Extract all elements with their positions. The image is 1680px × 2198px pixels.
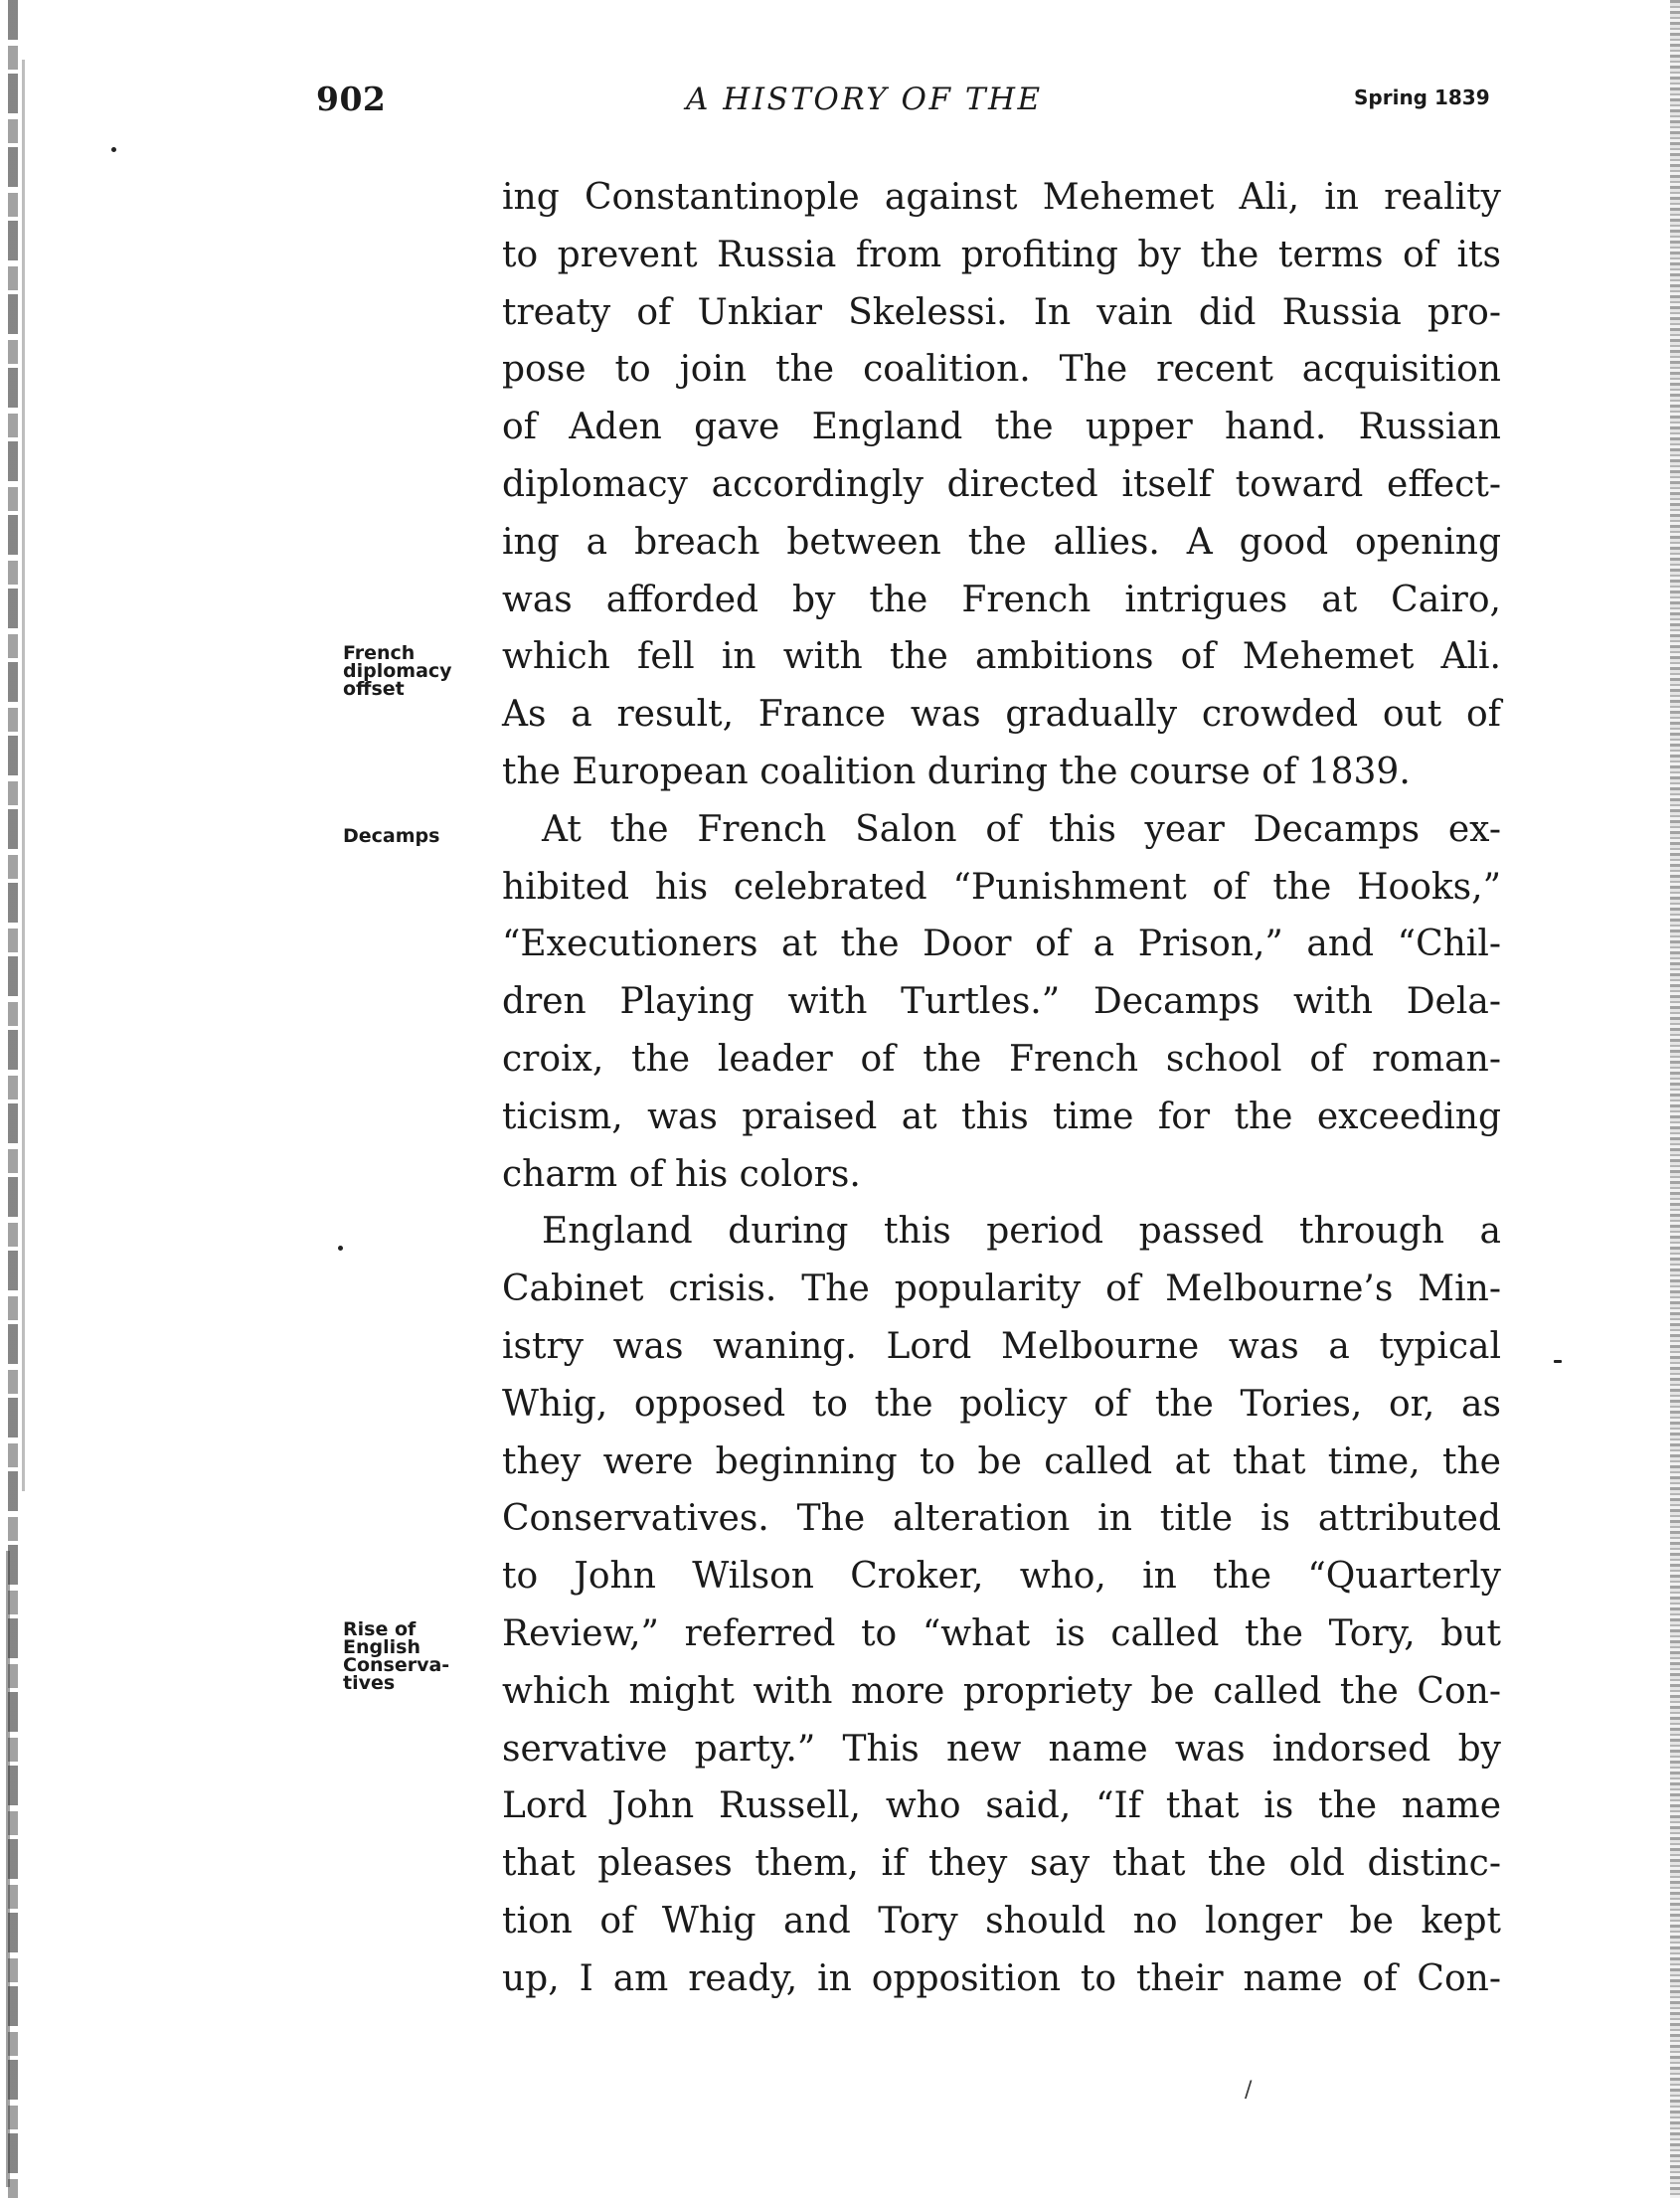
text-line: diplomacy accordingly directed itself toward effect- <box>502 463 1501 505</box>
margin-note-line: diplomacy <box>343 660 452 682</box>
scan-edge-right <box>1670 0 1680 2198</box>
text-line: that pleases them, if they say that the old distinc- <box>502 1843 1501 1885</box>
scan-edge-left-lower <box>6 1551 10 2187</box>
text-line: istry was waning. Lord Melbourne was a typical <box>502 1325 1501 1367</box>
text-line: was afforded by the French intrigues at Cairo, <box>502 579 1501 620</box>
text-line: to John Wilson Croker, who, in the “Quarterly <box>502 1556 1501 1598</box>
text-line: dren Playing with Turtles.” Decamps with Dela- <box>502 981 1501 1023</box>
text-line: servative party.” This new name was indorsed by <box>502 1728 1501 1770</box>
text-line: hibited his celebrated “Punishment of the Hooks,” <box>502 866 1501 908</box>
text-line: Review,” referred to “what is called the Tory, but <box>502 1612 1501 1654</box>
text-line: Conservatives. The alteration in title is attributed <box>502 1498 1501 1540</box>
text-line: pose to join the coalition. The recent acquisition <box>502 349 1501 391</box>
speck <box>1554 1360 1562 1363</box>
margin-note-line: Conserva- <box>343 1654 450 1676</box>
page-number: 902 <box>316 80 387 118</box>
text-line: charm of his colors. <box>502 1153 861 1195</box>
text-line: As a result, France was gradually crowded out of <box>502 694 1501 736</box>
text-line: of Aden gave England the upper hand. Russian <box>502 407 1501 448</box>
text-line: ticism, was praised at this time for the exceeding <box>502 1096 1501 1137</box>
text-line: croix, the leader of the French school of roman- <box>502 1038 1501 1080</box>
margin-note-line: offset <box>343 678 405 700</box>
text-line: up, I am ready, in opposition to their name of Con- <box>502 1957 1501 1999</box>
margin-note-conservatives <box>343 1620 449 1692</box>
speck <box>111 147 116 152</box>
body-text <box>502 169 1501 2008</box>
margin-note-line: Rise of <box>343 1618 417 1640</box>
text-line: to prevent Russia from profiting by the terms of its <box>502 234 1501 275</box>
text-line: “Executioners at the Door of a Prison,” and “Chil- <box>502 924 1501 965</box>
scan-edge-left-line <box>22 60 25 1491</box>
text-line: they were beginning to be called at that time, the <box>502 1440 1501 1482</box>
text-line: the European coalition during the course of 1839. <box>502 751 1411 792</box>
text-line: ing Constantinople against Mehemet Ali, in reality <box>502 177 1501 218</box>
text-line: Cabinet crisis. The popularity of Melbourne’s Min- <box>502 1268 1501 1310</box>
margin-note-decamps <box>343 827 439 845</box>
margin-note-line: Decamps <box>343 825 440 847</box>
margin-note-line: French <box>343 642 416 664</box>
text-line: Whig, opposed to the policy of the Tories, or, as <box>502 1383 1501 1425</box>
text-line: treaty of Unkiar Skelessi. In vain did Russia pro- <box>502 291 1501 333</box>
text-line: which fell in with the ambitions of Mehemet Ali. <box>502 636 1501 678</box>
margin-note-line: tives <box>343 1672 396 1694</box>
speck <box>338 1246 343 1251</box>
running-title: A HISTORY OF THE <box>686 82 1043 117</box>
margin-note-french-diplomacy <box>343 644 452 698</box>
date-label: Spring 1839 <box>1354 85 1490 109</box>
stray-mark: / <box>1245 2078 1253 2103</box>
text-line: England during this period passed through a <box>542 1211 1501 1253</box>
text-line: tion of Whig and Tory should no longer be kept <box>502 1900 1501 1942</box>
page-header <box>0 80 1680 139</box>
text-line: At the French Salon of this year Decamps ex- <box>542 808 1501 850</box>
text-line: Lord John Russell, who said, “If that is the name <box>502 1785 1501 1827</box>
margin-note-line: English <box>343 1636 420 1658</box>
text-line: which might with more propriety be called the Con- <box>502 1670 1501 1712</box>
text-line: ing a breach between the allies. A good opening <box>502 521 1501 563</box>
